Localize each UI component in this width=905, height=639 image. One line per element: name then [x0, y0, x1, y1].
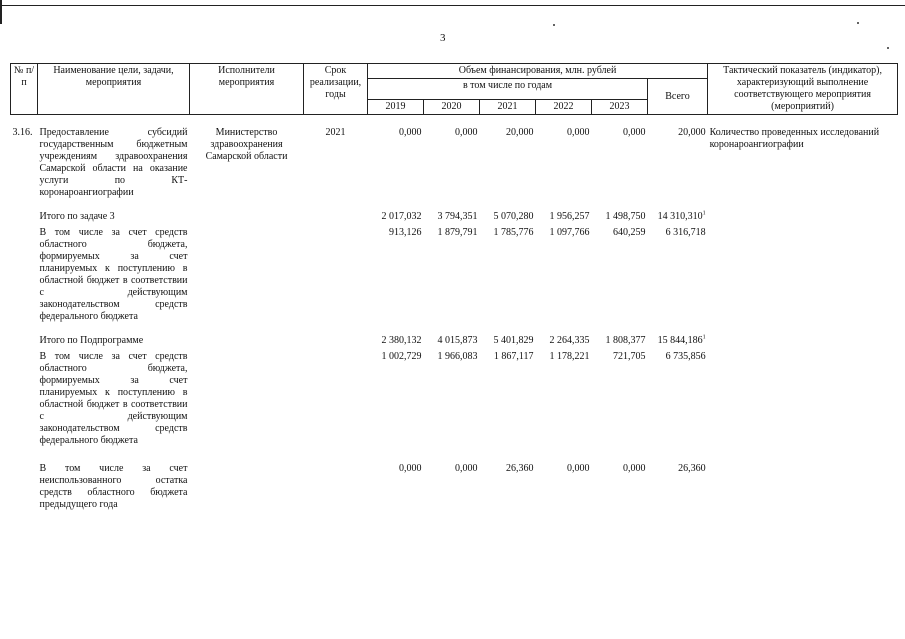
row-indicator: Количество проведенных исследований коронароангиографии — [709, 127, 880, 150]
row-num — [11, 463, 38, 511]
row-total — [648, 127, 708, 199]
row-value-2023: 0,000 — [623, 463, 646, 474]
table-row — [11, 127, 898, 199]
row-total — [648, 211, 708, 223]
row-total-value: 26,360 — [678, 463, 706, 474]
row-num — [11, 335, 38, 347]
row-value-2020: 0,000 — [455, 127, 478, 138]
scan-top-border — [0, 5, 905, 6]
row-value-2020: 3 794,351 — [437, 211, 478, 222]
row-value-2022: 2 264,335 — [549, 335, 590, 346]
row-value-2020: 1 966,083 — [437, 351, 478, 362]
scan-speck — [553, 24, 555, 26]
table-row — [11, 351, 898, 447]
row-num — [11, 211, 38, 223]
row-term — [304, 335, 368, 347]
row-total-note: 1 — [702, 334, 706, 341]
row-indicator — [708, 227, 898, 323]
row-total-value: 6 735,856 — [665, 351, 706, 362]
row-value-2019: 0,000 — [399, 463, 422, 474]
scan-speck — [887, 47, 889, 49]
header-term: Срок реализации, годы — [304, 64, 368, 115]
table-row — [11, 463, 898, 511]
row-total-value: 6 316,718 — [665, 227, 706, 238]
header-year: 2023 — [592, 100, 648, 115]
row-value-2022: 1 097,766 — [549, 227, 590, 238]
header-by-years: в том числе по годам — [368, 79, 648, 100]
row-executor — [190, 227, 304, 323]
row-value-2023: 0,000 — [623, 127, 646, 138]
row-value-2022: 1 178,221 — [549, 351, 590, 362]
row-value-2019: 1 002,729 — [381, 351, 422, 362]
row-total — [648, 351, 708, 447]
row-value-2022: 1 956,257 — [549, 211, 590, 222]
row-total-value: 14 310,310 — [657, 211, 703, 222]
table-header — [11, 64, 898, 115]
row-value-2023: 721,705 — [613, 351, 646, 362]
row-value-2021: 1 867,117 — [493, 351, 534, 362]
row-value-2019: 2 017,032 — [381, 211, 422, 222]
row-term — [304, 463, 368, 511]
row-num — [11, 227, 38, 323]
row-executor — [190, 351, 304, 447]
row-indicator — [708, 335, 898, 347]
row-term — [304, 211, 368, 223]
row-name: В том числе за счет средств областного бюджета, формируемых за счет планируемых к поступлению в областной бюджет в соответствии с действующим законодательством средств федерального бюджета — [39, 227, 188, 322]
table-body — [11, 115, 898, 512]
row-executor — [190, 335, 304, 347]
row-total — [648, 227, 708, 323]
table-row — [11, 335, 898, 347]
row-executor: Министерство здравоохранения Самарской области — [205, 127, 288, 162]
row-name: Предоставление субсидий государственным бюджетным учреждениям здравоохранения Самарской области на оказание услуги по КТ-коронароангиографии — [39, 127, 188, 198]
row-value-2021: 1 785,776 — [493, 227, 534, 238]
row-value-2020: 1 879,791 — [437, 227, 478, 238]
row-value-2021: 5 401,829 — [493, 335, 534, 346]
row-term — [304, 227, 368, 323]
header-funding: Объем финансирования, млн. рублей — [368, 64, 708, 79]
row-name: Итого по задаче 3 — [39, 211, 115, 222]
row-total — [648, 335, 708, 347]
header-indicator: Тактический показатель (индикатор), характеризующий выполнение соответствующего мероприятия (мероприятий) — [708, 64, 898, 115]
row-name: В том числе за счет средств областного бюджета, формируемых за счет планируемых к поступлению в областной бюджет в соответствии с действующим законодательством средств федерального бюджета — [39, 351, 188, 446]
header-total: Всего — [648, 79, 708, 115]
row-total-value: 15 844,186 — [657, 335, 703, 346]
header-executor: Исполнители мероприятия — [190, 64, 304, 115]
row-value-2021: 20,000 — [506, 127, 534, 138]
row-executor — [190, 463, 304, 511]
header-year: 2020 — [424, 100, 480, 115]
row-value-2019: 0,000 — [399, 127, 422, 138]
header-name: Наименование цели, задачи, мероприятия — [38, 64, 190, 115]
row-indicator — [708, 463, 898, 511]
scan-speck — [857, 22, 859, 24]
page-number: 3 — [440, 32, 446, 44]
table-row — [11, 227, 898, 323]
row-total-note: 1 — [702, 210, 706, 217]
row-total-value: 20,000 — [678, 127, 706, 138]
row-value-2022: 0,000 — [567, 127, 590, 138]
row-value-2023: 640,259 — [613, 227, 646, 238]
row-num: 3.16. — [12, 127, 33, 138]
row-value-2019: 913,126 — [389, 227, 422, 238]
header-year: 2022 — [536, 100, 592, 115]
row-total — [648, 463, 708, 511]
table-row — [11, 211, 898, 223]
row-indicator — [708, 351, 898, 447]
row-value-2023: 1 498,750 — [605, 211, 646, 222]
financing-table — [10, 63, 898, 511]
row-name: Итого по Подпрограмме — [39, 335, 144, 346]
row-name: В том числе за счет неиспользованного остатка средств областного бюджета предыдущего года — [39, 463, 188, 510]
row-value-2020: 0,000 — [455, 463, 478, 474]
row-value-2021: 5 070,280 — [493, 211, 534, 222]
row-num — [11, 351, 38, 447]
row-value-2021: 26,360 — [506, 463, 534, 474]
row-value-2020: 4 015,873 — [437, 335, 478, 346]
row-term — [304, 351, 368, 447]
header-num: № п/п — [11, 64, 38, 115]
scan-left-mark — [0, 0, 2, 24]
row-value-2019: 2 380,132 — [381, 335, 422, 346]
row-value-2023: 1 808,377 — [605, 335, 646, 346]
header-year: 2021 — [480, 100, 536, 115]
row-value-2022: 0,000 — [567, 463, 590, 474]
row-indicator — [708, 211, 898, 223]
header-year: 2019 — [368, 100, 424, 115]
row-term: 2021 — [325, 127, 346, 138]
row-executor — [190, 211, 304, 223]
